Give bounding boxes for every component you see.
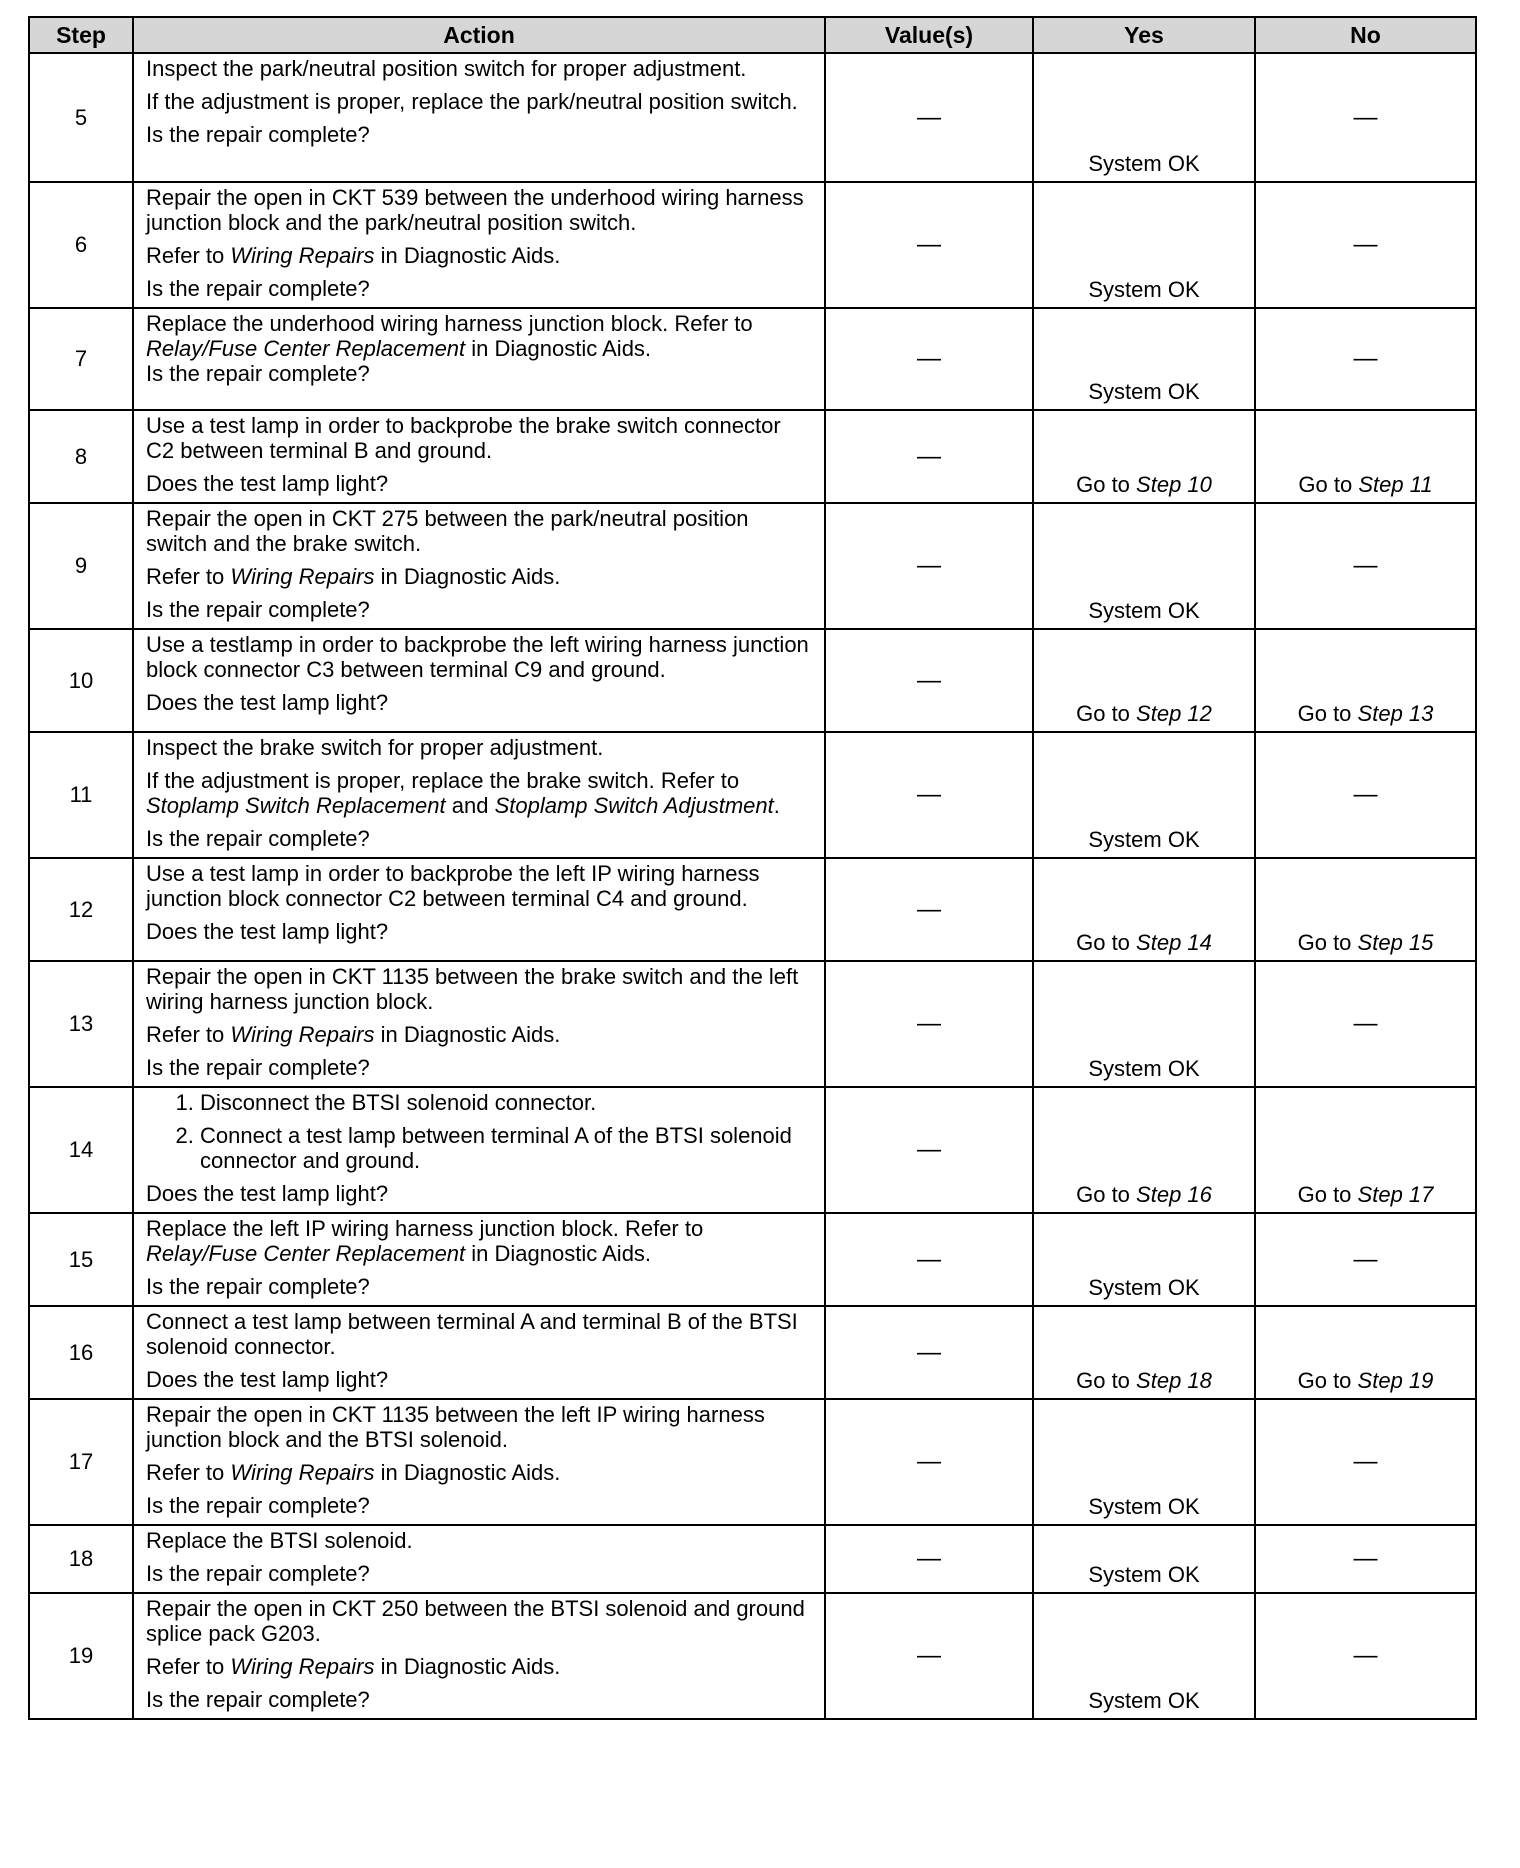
value-cell: — [825, 53, 1033, 182]
step-number: 14 [29, 1087, 133, 1213]
header-row [29, 17, 1476, 53]
step-link[interactable]: Step 10 [1136, 472, 1212, 497]
no-cell: — [1255, 182, 1476, 308]
action-text: Repair the open in CKT 250 between the BTSI solenoid and ground splice pack G203. [146, 1596, 805, 1646]
step-number: 17 [29, 1399, 133, 1525]
action-text: Repair the open in CKT 539 between the underhood wiring harness junction block and the park/neutral position switch. [146, 185, 804, 235]
action-text [146, 311, 814, 361]
no-cell: — [1255, 1525, 1476, 1593]
action-question: Does the test lamp light? [146, 1181, 389, 1206]
yes-cell [1033, 1087, 1255, 1213]
action-text: Replace the BTSI solenoid. [146, 1528, 413, 1553]
go-to-text: Go to [1297, 701, 1352, 726]
no-cell: — [1255, 503, 1476, 629]
no-cell [1255, 629, 1476, 732]
value-cell: — [825, 961, 1033, 1087]
yes-cell: System OK [1033, 1213, 1255, 1306]
no-cell: — [1255, 53, 1476, 182]
header-values: Value(s) [825, 17, 1033, 53]
header-no: No [1255, 17, 1476, 53]
stoplamp-switch-adjustment-link[interactable]: Stoplamp Switch Adjustment [494, 793, 774, 818]
action-text: Use a testlamp in order to backprobe the left wiring harness junction block connector C3 between terminal C9 and ground. [146, 632, 809, 682]
action-text: Refer to [146, 564, 225, 589]
step-link[interactable]: Step 18 [1136, 1368, 1212, 1393]
no-cell [1255, 858, 1476, 961]
step-number: 10 [29, 629, 133, 732]
step-number: 7 [29, 308, 133, 410]
action-question: Is the repair complete? [146, 826, 370, 851]
action-cell [133, 182, 825, 308]
action-text: Connect a test lamp between terminal A and terminal B of the BTSI solenoid connector. [146, 1309, 798, 1359]
step-link[interactable]: Step 16 [1136, 1182, 1212, 1207]
table-row [29, 503, 1476, 629]
action-cell [133, 1087, 825, 1213]
no-cell: — [1255, 1399, 1476, 1525]
wiring-repairs-link[interactable]: Wiring Repairs [230, 1460, 375, 1485]
action-question: Is the repair complete? [146, 1687, 370, 1712]
action-text: If the adjustment is proper, replace the brake switch. Refer to [146, 768, 740, 793]
no-cell: — [1255, 1213, 1476, 1306]
action-text: Refer to [146, 243, 225, 268]
action-text: Inspect the park/neutral position switch for proper adjustment. [146, 56, 747, 81]
action-text: If the adjustment is proper, replace the park/neutral position switch. [146, 89, 798, 114]
action-cell [133, 1593, 825, 1719]
step-link[interactable]: Step 11 [1358, 472, 1433, 497]
go-to-text: Go to [1297, 1368, 1352, 1393]
relay-fuse-center-link[interactable]: Relay/Fuse Center Replacement [146, 336, 466, 361]
table-row [29, 858, 1476, 961]
action-reference [146, 1216, 814, 1266]
go-to-text: Go to [1076, 1368, 1130, 1393]
action-question: Is the repair complete? [146, 122, 370, 147]
no-cell [1255, 410, 1476, 503]
action-text: in Diagnostic Aids. [380, 243, 561, 268]
yes-cell: System OK [1033, 1399, 1255, 1525]
yes-cell: System OK [1033, 182, 1255, 308]
action-text: Use a test lamp in order to backprobe the brake switch connector C2 between terminal B and ground. [146, 413, 781, 463]
action-text: in Diagnostic Aids. [471, 336, 652, 361]
value-cell: — [825, 1213, 1033, 1306]
list-item: 1. Disconnect the BTSI solenoid connector. [200, 1090, 814, 1115]
action-question: Does the test lamp light? [146, 919, 389, 944]
step-link[interactable]: Step 14 [1136, 930, 1212, 955]
yes-cell: System OK [1033, 53, 1255, 182]
table-row [29, 1399, 1476, 1525]
step-link[interactable]: Step 19 [1357, 1368, 1434, 1393]
action-cell [133, 961, 825, 1087]
no-cell [1255, 1306, 1476, 1399]
step-link[interactable]: Step 13 [1357, 701, 1434, 726]
value-cell: — [825, 1306, 1033, 1399]
step-number: 8 [29, 410, 133, 503]
go-to-text: Go to [1297, 930, 1352, 955]
table-row [29, 629, 1476, 732]
table-row [29, 1306, 1476, 1399]
list-item: 2. Connect a test lamp between terminal A of the BTSI solenoid connector and ground. [200, 1123, 814, 1173]
value-cell: — [825, 410, 1033, 503]
step-number: 9 [29, 503, 133, 629]
action-text: Repair the open in CKT 275 between the park/neutral position switch and the brake switch. [146, 506, 749, 556]
step-number: 12 [29, 858, 133, 961]
yes-cell [1033, 1306, 1255, 1399]
action-reference [146, 1460, 814, 1485]
table-row [29, 410, 1476, 503]
step-number: 16 [29, 1306, 133, 1399]
go-to-text: Go to [1076, 930, 1130, 955]
yes-cell [1033, 858, 1255, 961]
yes-cell: System OK [1033, 1525, 1255, 1593]
header-step: Step [29, 17, 133, 53]
action-reference [146, 243, 814, 268]
value-cell: — [825, 308, 1033, 410]
action-cell [133, 1213, 825, 1306]
table-row [29, 308, 1476, 410]
action-text: Use a test lamp in order to backprobe the left IP wiring harness junction block connector C2 between terminal C4 and ground. [146, 861, 760, 911]
action-reference [146, 564, 814, 589]
value-cell: — [825, 732, 1033, 858]
wiring-repairs-link[interactable]: Wiring Repairs [230, 1654, 375, 1679]
action-text: in Diagnostic Aids. [380, 564, 561, 589]
action-reference [146, 1022, 814, 1047]
action-cell [133, 503, 825, 629]
action-list [146, 1090, 814, 1173]
go-to-text: Go to [1076, 701, 1130, 726]
header-action: Action [133, 17, 825, 53]
table-row [29, 1087, 1476, 1213]
step-link[interactable]: Step 15 [1357, 930, 1434, 955]
no-cell: — [1255, 961, 1476, 1087]
no-cell: — [1255, 1593, 1476, 1719]
go-to-text: Go to [1298, 472, 1353, 497]
table-row [29, 53, 1476, 182]
action-question: Does the test lamp light? [146, 1367, 389, 1392]
go-to-text: Go to [1297, 1182, 1352, 1207]
value-cell: — [825, 629, 1033, 732]
table-row [29, 182, 1476, 308]
action-text: Refer to [146, 1022, 225, 1047]
header-yes: Yes [1033, 17, 1255, 53]
action-question: Is the repair complete? [146, 1055, 370, 1080]
yes-cell: System OK [1033, 503, 1255, 629]
action-question: Is the repair complete? [146, 1274, 370, 1299]
action-text: in Diagnostic Aids. [380, 1460, 561, 1485]
action-cell [133, 629, 825, 732]
action-text: in Diagnostic Aids. [380, 1654, 561, 1679]
action-question: Is the repair complete? [146, 361, 370, 386]
action-question: Does the test lamp light? [146, 690, 389, 715]
yes-cell: System OK [1033, 961, 1255, 1087]
wiring-repairs-link[interactable]: Wiring Repairs [230, 1022, 375, 1047]
table-row [29, 1525, 1476, 1593]
step-number: 11 [29, 732, 133, 858]
relay-fuse-center-link[interactable]: Relay/Fuse Center Replacement [146, 1241, 466, 1266]
action-text: Refer to [146, 1654, 225, 1679]
stoplamp-switch-replacement-link[interactable]: Stoplamp Switch Replacement [146, 793, 446, 818]
step-number: 5 [29, 53, 133, 182]
action-question: Does the test lamp light? [146, 471, 389, 496]
table-row [29, 732, 1476, 858]
value-cell: — [825, 503, 1033, 629]
action-text: in Diagnostic Aids. [471, 1241, 652, 1266]
action-text: Refer to [674, 311, 753, 336]
action-cell [133, 308, 825, 410]
action-cell [133, 732, 825, 858]
yes-cell: System OK [1033, 1593, 1255, 1719]
step-number: 13 [29, 961, 133, 1087]
action-question: Is the repair complete? [146, 1493, 370, 1518]
value-cell: — [825, 1087, 1033, 1213]
step-number: 6 [29, 182, 133, 308]
value-cell: — [825, 1399, 1033, 1525]
action-reference [146, 1654, 814, 1679]
value-cell: — [825, 1525, 1033, 1593]
table-row [29, 1213, 1476, 1306]
go-to-text: Go to [1076, 1182, 1130, 1207]
action-question: Is the repair complete? [146, 1561, 370, 1586]
value-cell: — [825, 182, 1033, 308]
action-cell [133, 858, 825, 961]
action-text: Replace the left IP wiring harness junction block. Refer to [146, 1216, 704, 1241]
action-cell [133, 410, 825, 503]
no-cell: — [1255, 308, 1476, 410]
action-text: in Diagnostic Aids. [380, 1022, 561, 1047]
action-text: . [773, 793, 780, 818]
table-row [29, 1593, 1476, 1719]
wiring-repairs-link[interactable]: Wiring Repairs [230, 243, 375, 268]
yes-cell [1033, 410, 1255, 503]
step-number: 19 [29, 1593, 133, 1719]
action-question: Is the repair complete? [146, 597, 370, 622]
action-cell [133, 1525, 825, 1593]
step-number: 15 [29, 1213, 133, 1306]
no-cell: — [1255, 732, 1476, 858]
yes-cell: System OK [1033, 732, 1255, 858]
step-number: 18 [29, 1525, 133, 1593]
table-row [29, 961, 1476, 1087]
go-to-text: Go to [1076, 472, 1130, 497]
step-link[interactable]: Step 17 [1357, 1182, 1434, 1207]
yes-cell: System OK [1033, 308, 1255, 410]
yes-cell [1033, 629, 1255, 732]
step-link[interactable]: Step 12 [1136, 701, 1212, 726]
action-text: and [451, 793, 489, 818]
action-text: Refer to [146, 1460, 225, 1485]
action-text: Repair the open in CKT 1135 between the brake switch and the left wiring harness junction block. [146, 964, 799, 1014]
action-reference [146, 768, 814, 818]
no-cell [1255, 1087, 1476, 1213]
action-text: Inspect the brake switch for proper adjustment. [146, 735, 604, 760]
action-text: Replace the underhood wiring harness junction block. [146, 311, 669, 336]
action-cell [133, 1399, 825, 1525]
diagnostic-table [28, 16, 1477, 1720]
value-cell: — [825, 858, 1033, 961]
action-cell [133, 1306, 825, 1399]
wiring-repairs-link[interactable]: Wiring Repairs [230, 564, 375, 589]
action-question: Is the repair complete? [146, 276, 370, 301]
action-cell [133, 53, 825, 182]
action-text: Repair the open in CKT 1135 between the left IP wiring harness junction block and the BTSI solenoid. [146, 1402, 765, 1452]
value-cell: — [825, 1593, 1033, 1719]
